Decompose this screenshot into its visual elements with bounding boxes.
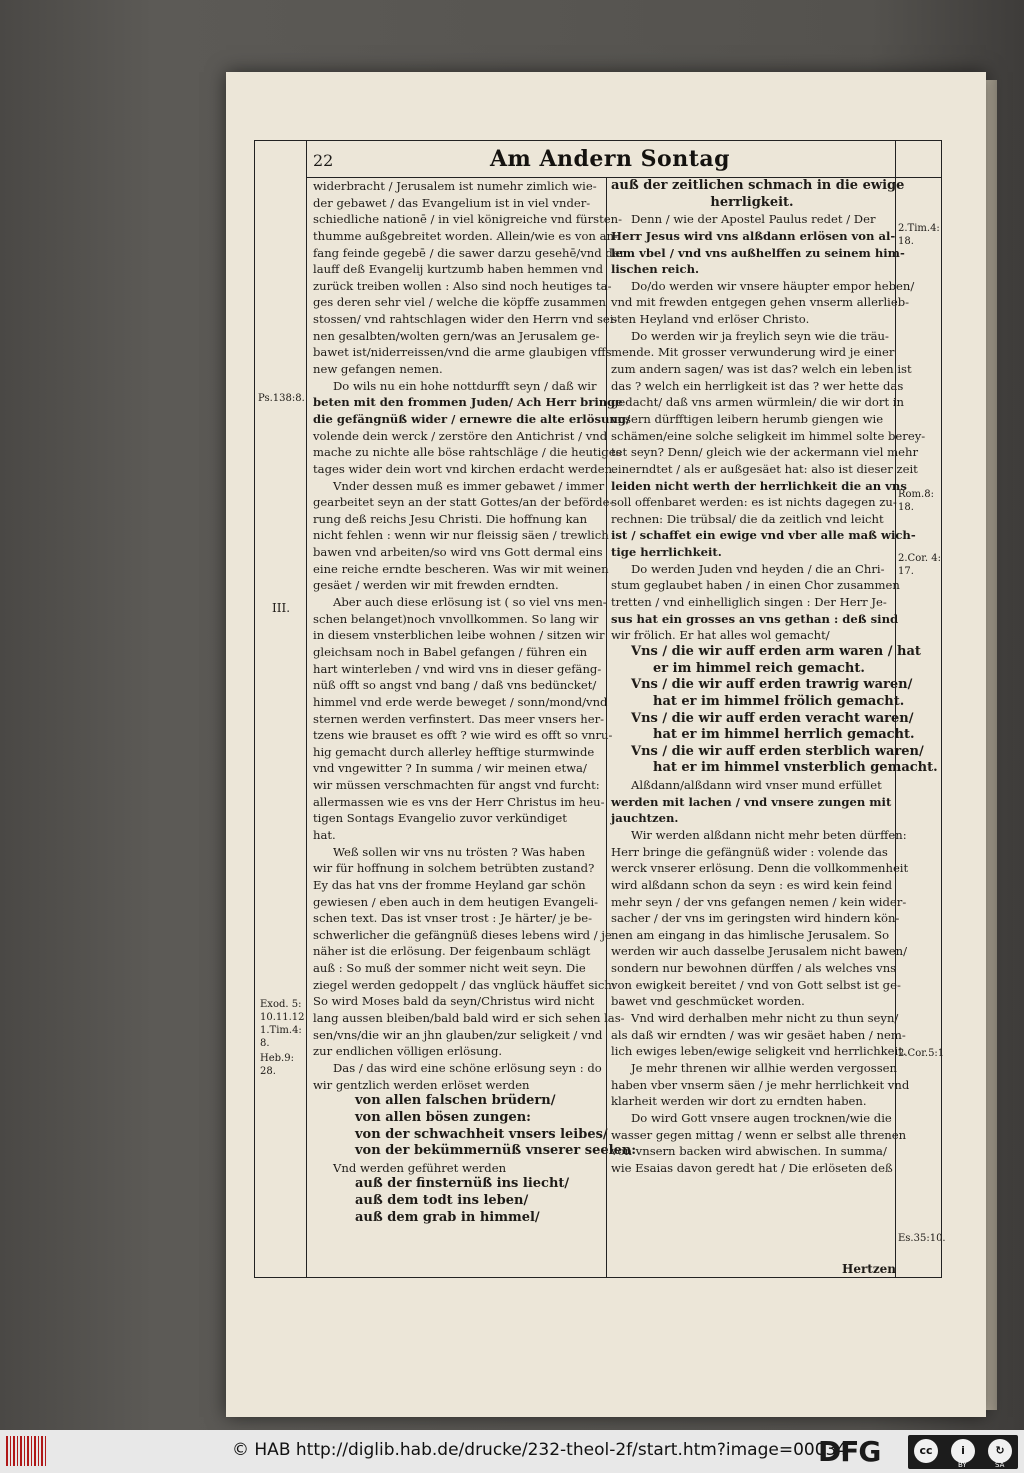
text-line: haben vber vnserm säen / je mehr herrlichkeit vnd — [611, 1077, 910, 1092]
left-margin-rule — [306, 140, 307, 1278]
text-line: bawet ist/niderreissen/vnd die arme glaubigen vffs — [313, 345, 612, 360]
text-line: nicht fehlen : wenn wir nur fleissig säen / trewlich — [313, 528, 609, 543]
margin-note-heb-verse: 28. — [260, 1066, 276, 1077]
margin-note-rom-verse: 18. — [898, 502, 914, 513]
margin-note-es: Es.35:10. — [898, 1233, 946, 1244]
text-line: Das / das wird eine schöne erlösung seyn : do — [333, 1060, 602, 1075]
attribution-icon: i — [951, 1439, 975, 1463]
text-line: rung deß reichs Jesu Christi. Die hoffnung kan — [313, 511, 588, 526]
text-line: der gebawet / das Evangelium ist in viel vnder- — [313, 195, 591, 210]
text-line: wird alßdann schon da seyn : es wird kein feind — [611, 877, 893, 892]
text-line: auß der zeitlichen schmach in die ewige — [611, 178, 905, 193]
margin-note-tim-left: 1.Tim.4: — [260, 1025, 302, 1036]
text-line: ziegel werden gedoppelt / das vnglück häuffet sich: — [313, 977, 616, 992]
text-line: auß dem todt ins leben/ — [355, 1193, 529, 1209]
text-line: mende. Mit grosser verwunderung wird je einer — [611, 345, 895, 360]
cc-license-badge[interactable] — [908, 1435, 1018, 1469]
text-line: Vnd werden geführet werden — [333, 1160, 507, 1175]
text-line: sternen werden verfinstert. Das meer vnsers her- — [313, 711, 605, 726]
margin-note-tim-right-verse: 18. — [898, 236, 914, 247]
cc-sa-label: SA — [995, 1461, 1005, 1469]
text-line: die gefängnüß wider / ernewre die alte erlösung/ — [313, 411, 631, 426]
text-line: stossen/ vnd rahtschlagen wider den Herrn vnd sei- — [313, 312, 618, 327]
text-line: wir müssen verschmachten für angst vnd furcht: — [313, 778, 600, 793]
text-line: Do werden Juden vnd heyden / die an Chri- — [631, 561, 885, 576]
text-line: von allen bösen zungen: — [355, 1109, 531, 1125]
text-line: schen text. Das ist vnser trost : Je härter/ je be- — [313, 911, 593, 926]
share-alike-icon: ↻ — [988, 1439, 1012, 1463]
catchword: Hertzen — [842, 1262, 897, 1276]
text-line: fang feinde gegebē / die sawer darzu gesehē/vnd den — [313, 245, 628, 260]
page-number: 22 — [313, 151, 334, 170]
text-line: schämen/eine solche seligkeit im himmel solte berey- — [611, 428, 926, 443]
text-line: hat er im himmel frölich gemacht. — [653, 693, 905, 709]
text-line: So wird Moses bald da seyn/Christus wird nicht — [313, 994, 595, 1009]
text-line: Vns / die wir auff erden trawrig waren/ — [631, 677, 913, 693]
hab-logo-icon — [6, 1436, 46, 1466]
text-line: lang aussen bleiben/bald bald wird er sich sehen las- — [313, 1011, 625, 1026]
text-line: lich ewiges leben/ewige seligkeit vnd herrlichkeit. — [611, 1044, 907, 1059]
text-line: er im himmel reich gemacht. — [653, 660, 865, 676]
text-line: sondern nur bewohnen dürffen / als welches vns — [611, 961, 897, 976]
text-line: hat er im himmel vnsterblich gemacht. — [653, 760, 938, 776]
text-line: ist / schaffet ein ewige vnd vber alle maß wich- — [611, 528, 916, 543]
text-line: gewiesen / eben auch in dem heutigen Evangeli- — [313, 894, 599, 909]
text-line: einerndtet / als er außgesäet hat: also ist dieser zeit — [611, 461, 918, 476]
text-line: tzens wie brauset es offt ? wie wird es offt so vnru- — [313, 728, 613, 743]
left-text-column — [313, 178, 637, 1226]
text-line: Aber auch diese erlösung ist ( so viel vns men- — [333, 595, 607, 610]
text-line: widerbracht / Jerusalem ist numehr zimlich wie- — [313, 179, 597, 193]
text-line: Wir werden alßdann nicht mehr beten dürffen: — [631, 827, 907, 842]
text-line: wasser gegen mittag / wenn er selbst alle threnen — [611, 1127, 907, 1142]
text-line: leiden nicht werth der herrlichkeit die an vns — [611, 478, 907, 493]
text-line: auß : So muß der sommer nicht weit seyn. Die — [313, 961, 586, 976]
text-line: zurück treiben wollen : Also sind noch heutiges ta- — [313, 278, 612, 293]
text-line: tages wider dein wort vnd kirchen erdacht werden. — [313, 461, 616, 476]
text-line: Vns / die wir auff erden veracht waren/ — [631, 710, 914, 726]
text-line: lauff deß Evangelij kurtzumb haben hemmen vnd — [313, 262, 604, 277]
text-line: zum andern sagen/ was ist das? welch ein leben ist — [611, 362, 912, 377]
text-line: in diesem vnsterblichen leibe wohnen / sitzen wir — [313, 628, 605, 643]
text-line: gedacht/ daß vns armen würmlein/ die wir dort in — [611, 395, 904, 410]
text-line: sten Heyland vnd erlöser Christo. — [611, 312, 810, 327]
text-line: Herr bringe die gefängnüß wider : volende das — [611, 844, 888, 859]
text-line: schiedliche nationē / in viel königreiche vnd fürsten- — [313, 212, 623, 227]
margin-note-cor5: 2.Cor.5:1 — [898, 1048, 945, 1059]
text-line: jauchtzen. — [611, 811, 679, 826]
text-line: von ewigkeit bereitet / vnd von Gott selbst ist ge- — [611, 977, 901, 992]
text-line: nüß offt so angst vnd bang / daß vns bedüncket/ — [313, 678, 597, 693]
text-line: tigen Sontags Evangelio zuvor verkündiget — [313, 811, 567, 826]
text-line: schen belanget)noch vnvollkommen. So lang wir — [313, 611, 599, 626]
text-line: Herr Jesus wird vns alßdann erlösen von al- — [611, 228, 896, 243]
text-line: Alßdann/alßdann wird vnser mund erfüllet — [631, 778, 882, 793]
text-line: wir frölich. Er hat alles wol gemacht/ — [611, 628, 830, 643]
text-line: himmel vnd erde werde beweget / sonn/mond/vnd — [313, 694, 608, 709]
text-line: allermassen wie es vns der Herr Christus im heu- — [313, 794, 605, 809]
margin-note-ps: Ps.138:8. — [258, 393, 305, 404]
text-line: tige herrlichkeit. — [611, 545, 722, 560]
text-line: Denn / wie der Apostel Paulus redet / Der — [631, 212, 876, 227]
text-line: klarheit werden wir dort zu erndten haben. — [611, 1094, 867, 1109]
text-line: von der schwachheit vnsers leibes/ — [355, 1126, 608, 1142]
text-line: werden wir auch dasselbe Jerusalem nicht bawen/ — [611, 944, 908, 959]
margin-note-exod-verse: 10.11.12 — [260, 1012, 305, 1023]
margin-note-cor-verse: 17. — [898, 566, 914, 577]
text-line: herrligkeit. — [710, 194, 794, 210]
text-line: rechnen: Die trübsal/ die da zeitlich vnd leicht — [611, 511, 884, 526]
text-line: sen/vns/die wir an jhn glauben/zur seligkeit / vnd — [313, 1027, 603, 1042]
text-line: vnd mit frewden entgegen gehen vnserm allerlieb- — [611, 295, 910, 310]
text-line: bawet vnd geschmücket worden. — [611, 994, 805, 1009]
text-line: Do/do werden wir vnsere häupter empor heben/ — [631, 278, 915, 293]
text-line: Vnd wird derhalben mehr nicht zu thun seyn/ — [631, 1011, 899, 1026]
text-line: von allen falschen brüdern/ — [355, 1093, 556, 1109]
text-line: vnd vngewitter ? In summa / wir meinen etwa/ — [313, 761, 587, 776]
cc-by-label: BY — [958, 1461, 967, 1469]
text-line: bawen vnd arbeiten/so wird vns Gott dermal eins — [313, 545, 603, 560]
text-line: tet seyn? Denn/ gleich wie der ackermann viel mehr — [611, 445, 919, 460]
text-line: werck vnserer erlösung. Denn die vollkommenheit — [611, 861, 909, 876]
text-line: thumme außgebreitet worden. Allein/wie es von an- — [313, 228, 618, 243]
text-line: wir gentzlich werden erlöset werden — [313, 1077, 530, 1092]
margin-note-roman: III. — [272, 601, 291, 615]
text-line: hat er im himmel herrlich gemacht. — [653, 727, 915, 743]
text-line: nen am eingang in das himlische Jerusalem. So — [611, 927, 890, 942]
text-line: eine reiche erndte bescheren. Was wir mit weinen — [313, 561, 609, 576]
text-line: Weß sollen wir vns nu trösten ? Was haben — [333, 844, 586, 859]
text-line: volende dein werck / zerstöre den Antichrist / vnd — [313, 428, 608, 443]
text-line: mache zu nichte alle böse rahtschläge / die heutiges — [313, 445, 622, 460]
text-line: beten mit den frommen Juden/ Ach Herr bringe — [313, 395, 623, 410]
running-title: Am Andern Sontag — [489, 146, 731, 172]
text-line: wir für hoffnung in solchem betrübten zustand? — [313, 861, 595, 876]
text-line: gleichsam noch in Babel gefangen / führen ein — [313, 644, 588, 659]
text-line: hart winterleben / vnd wird vns in dieser gefäng- — [313, 661, 602, 676]
text-line: stum geglaubet haben / in einen Chor zusammen — [611, 578, 900, 593]
text-line: Je mehr threnen wir allhie werden vergossen — [631, 1060, 898, 1075]
text-line: werden mit lachen / vnd vnsere zungen mit — [611, 794, 892, 809]
text-line: Vnder dessen muß es immer gebawet / immer — [333, 478, 605, 493]
text-line: das ? welch ein herrligkeit ist das ? wer hette das — [611, 378, 904, 393]
text-line: soll offenbaret werden: es ist nichts dagegen zu- — [611, 495, 897, 510]
margin-note-exod: Exod. 5: — [260, 999, 302, 1010]
text-line: vnsern dürfftigen leibern herumb giengen wie — [611, 411, 884, 426]
dfg-logo: DFG — [818, 1435, 881, 1468]
text-line: Vns / die wir auff erden arm waren / hat — [631, 643, 921, 659]
text-line: von vnsern backen wird abwischen. In summa/ — [611, 1144, 887, 1159]
text-line: als daß wir erndten / was wir gesäet haben / nem- — [611, 1027, 906, 1042]
cc-icon: cc — [914, 1439, 938, 1463]
text-line: auß dem grab in himmel/ — [355, 1209, 540, 1225]
text-line: Do wils nu ein hohe nottdurfft seyn / daß wir — [333, 378, 597, 393]
text-line: schwerlicher die gefängnüß dieses lebens wird / je — [313, 927, 612, 942]
text-line: Do werden wir ja freylich seyn wie die träu- — [631, 328, 889, 343]
text-line: mehr seyn / der vns gefangen nemen / kein wider- — [611, 894, 907, 909]
text-line: Ey das hat vns der fromme Heyland gar schön — [313, 877, 586, 892]
margin-note-tim-right: 2.Tim.4: — [898, 223, 940, 234]
text-line: lischen reich. — [611, 262, 700, 277]
text-line: new gefangen nemen. — [313, 362, 443, 377]
text-line: tretten / vnd einhelliglich singen : Der Herr Je- — [611, 595, 887, 610]
text-line: zur endlichen völligen erlösung. — [313, 1044, 503, 1059]
text-line: hig gemacht durch allerley hefftige sturmwinde — [313, 744, 595, 759]
margin-note-cor: 2.Cor. 4: — [898, 553, 941, 564]
text-line: näher ist die erlösung. Der feigenbaum schlägt — [313, 944, 591, 959]
text-line: Do wird Gott vnsere augen trocknen/wie die — [631, 1110, 892, 1125]
text-line: sus hat ein grosses an vns gethan : deß sind — [611, 611, 899, 626]
text-line: wie Esaias davon geredt hat / Die erlöseten deß — [611, 1160, 893, 1175]
text-line: hat. — [313, 827, 336, 842]
margin-note-tim-left-verse: 8. — [260, 1038, 270, 1049]
text-line: ges deren sehr viel / welche die köpffe zusammen — [313, 295, 607, 310]
margin-note-rom: Rom.8: — [898, 489, 934, 500]
text-line: Vns / die wir auff erden sterblich waren/ — [631, 743, 924, 759]
text-line: von der bekümmernüß vnserer seelen: — [355, 1143, 637, 1159]
text-line: lem vbel / vnd vns außhelffen zu seinem him- — [611, 245, 905, 260]
text-line: gesäet / werden wir mit frewden erndten. — [313, 578, 559, 593]
text-line: sacher / der vns im geringsten wird hindern kön- — [611, 911, 900, 926]
text-line: nen gesalbten/wolten gern/was an Jerusalem ge- — [313, 328, 600, 343]
attribution-link[interactable]: © HAB http://diglib.hab.de/drucke/232-theol-2f/start.htm?image=00034 — [232, 1440, 848, 1460]
text-line: auß der finsternüß ins liecht/ — [355, 1176, 570, 1192]
margin-note-heb: Heb.9: — [260, 1053, 294, 1064]
text-line: gearbeitet seyn an der statt Gottes/an der beförde- — [313, 495, 614, 510]
